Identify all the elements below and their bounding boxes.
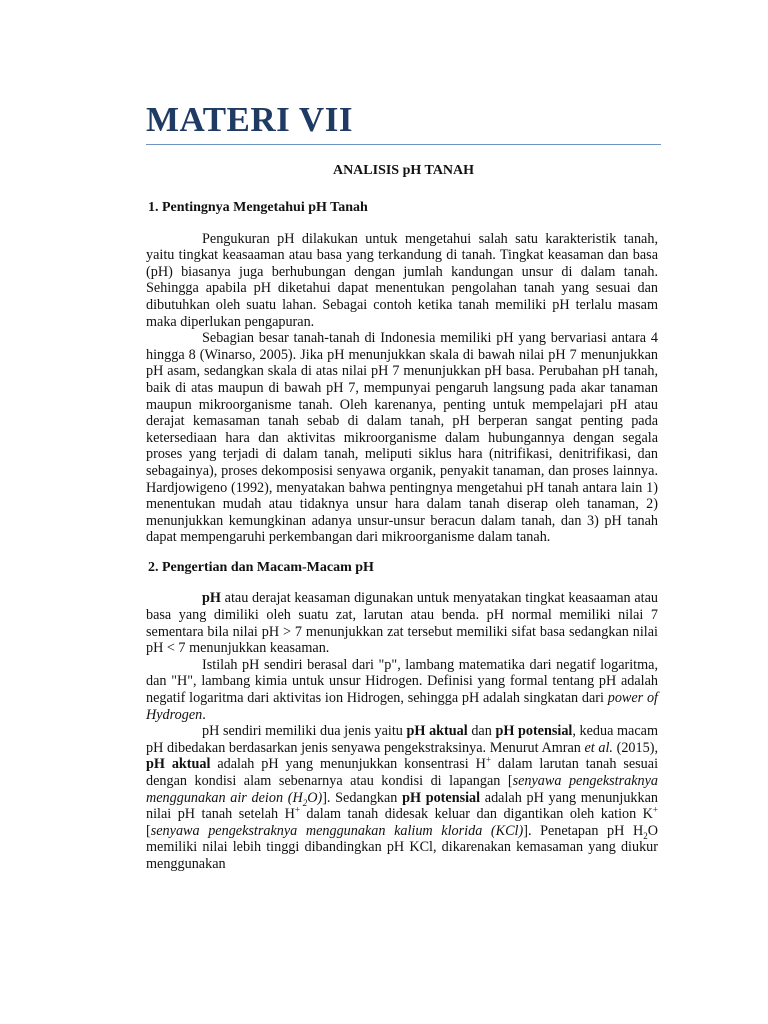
- title-divider: [146, 144, 661, 145]
- text-run: ]. Sedangkan: [322, 789, 403, 806]
- text-run: ]. Penetapan pH H: [523, 822, 644, 839]
- ph-aktual-term: pH aktual: [146, 756, 211, 773]
- superscript-plus: +: [294, 804, 300, 815]
- text-run: adalah pH yang menunjukkan nilai pH tanah setelah H: [146, 789, 658, 823]
- text-run: O memiliki nilai lebih tinggi dibandingkan pH KCl, dikarenakan kemasaman yang diukur menggunakan: [146, 822, 658, 872]
- section-1-heading: 1. Pentingnya Mengetahui pH Tanah: [148, 200, 368, 215]
- document-subtitle: ANALISIS pH TANAH: [332, 163, 475, 178]
- ph-potensial-term: pH potensial: [495, 723, 573, 740]
- text-run: [: [146, 822, 151, 839]
- ph-definition-text: atau derajat keasaman digunakan untuk menyatakan tingkat keasaaman atau basa yang dimiliki oleh suatu zat, larutan atau benda. pH normal memiliki nilai 7 sementara bila nilai pH > 7 menunjukkan zat tersebut memiliki sifat basa sedangkan nilai pH < 7 menunjukkan keasaman.: [146, 590, 658, 657]
- sentence-end: .: [202, 706, 206, 723]
- ph-aktual-term: pH aktual: [406, 723, 468, 740]
- text-run: (2015),: [612, 739, 658, 756]
- text-run: adalah pH yang menunjukkan konsentrasi H: [210, 756, 486, 773]
- text-run: dalam larutan tanah sesuai dengan kondisi alam sebenarnya atau kondisi di lapangan [: [146, 756, 659, 789]
- text-run: , kedua macam pH dibedakan berdasarkan jenis senyawa pengekstraksinya. Menurut Amran: [146, 723, 658, 756]
- subscript-two: 2: [302, 797, 308, 808]
- section-2-paragraph-2: [146, 657, 658, 723]
- section-2-paragraph-1: [146, 590, 658, 656]
- italic-run: senyawa pengekstraknya menggunakan air deion (H: [146, 773, 658, 806]
- section-1-paragraph-1: Pengukuran pH dilakukan untuk mengetahui salah satu karakteristik tanah, yaitu tingkat keasaaman atau basa yang terkandung di tanah. Tingkat keasaman dan basa (pH) biasanya juga berhubungan dengan jumlah kandungan unsur di dalam tanah. Sehingga apabila pH diketahui dapat menentukan pengolahan tanah yang sesuai dan dibutuhkan oleh suatu lahan. Sebagai contoh ketika tanah memiliki pH terlalu masam maka diperlukan pengapuran.: [146, 230, 658, 330]
- text-run: dan: [467, 723, 496, 740]
- section-1-paragraph-2: Sebagian besar tanah-tanah di Indonesia memiliki pH yang bervariasi antara 4 hingga 8 (Winarso, 2005). Jika pH menunjukkan skala di bawah nilai pH 7 menunjukkan pH asam, sedangkan skala di atas nilai pH 7 menunjukkan pH basa. Perubahan pH tanah, baik di atas maupun di bawah pH 7, mempunyai pengaruh langsung pada akar tanaman maupun mikroorganisme tanah. Oleh karenanya, penting untuk mempelajari pH atau derajat kemasaman tanah sebab di dalam tanah, pH berperan sangat penting pada ketersediaan hara dan aktivitas mikroorganisme dalam hubungannya dengan segala proses yang terjadi di dalam tanah, meliputi siklus hara (nitrifikasi, denitrifikasi, dan sebagainya), proses dekomposisi senyawa organik, penyakit tanaman, dan proses lainnya. Hardjowigeno (1992), menyatakan bahwa pentingnya mengetahui pH tanah antara lain 1) menentukan mudah atau tidaknya unsur hara dalam tanah diserap oleh tanaman, 2) menunjukkan kemungkinan adanya unsur-unsur beracun dalam tanah, dan 3) pH tanah dapat mempengaruhi perkembangan dari mikroorganisme dalam tanah.: [146, 330, 658, 546]
- text-run: dalam tanah didesak keluar dan digantikan oleh kation K: [299, 806, 653, 823]
- text-run: pH sendiri memiliki dua jenis yaitu: [202, 723, 407, 740]
- ph-term: pH: [202, 590, 221, 607]
- section-2-paragraph-3: [146, 723, 658, 872]
- subscript-two: 2: [643, 830, 648, 841]
- et-al-term: et al.: [584, 739, 613, 756]
- ph-potensial-term: pH potensial: [402, 789, 481, 806]
- italic-run: senyawa pengekstraknya menggunakan kalium klorida (KCl): [150, 822, 524, 839]
- ph-origin-text: Istilah pH sendiri berasal dari "p", lambang matematika dari negatif logaritma, dan "H", lambang kimia untuk unsur Hidrogen. Definisi yang formal tentang pH adalah negatif logaritma dari aktivitas ion Hidrogen, sehingga pH adalah singkatan dari: [146, 656, 658, 707]
- document-body: [146, 200, 658, 873]
- superscript-plus: +: [485, 754, 491, 765]
- italic-run: O): [307, 789, 323, 806]
- section-2-heading: 2. Pengertian dan Macam-Macam pH: [148, 559, 374, 575]
- page-title: MATERI VII: [146, 100, 353, 139]
- power-of-hydrogen-term: power of Hydrogen: [146, 690, 658, 723]
- superscript-plus: +: [652, 804, 658, 815]
